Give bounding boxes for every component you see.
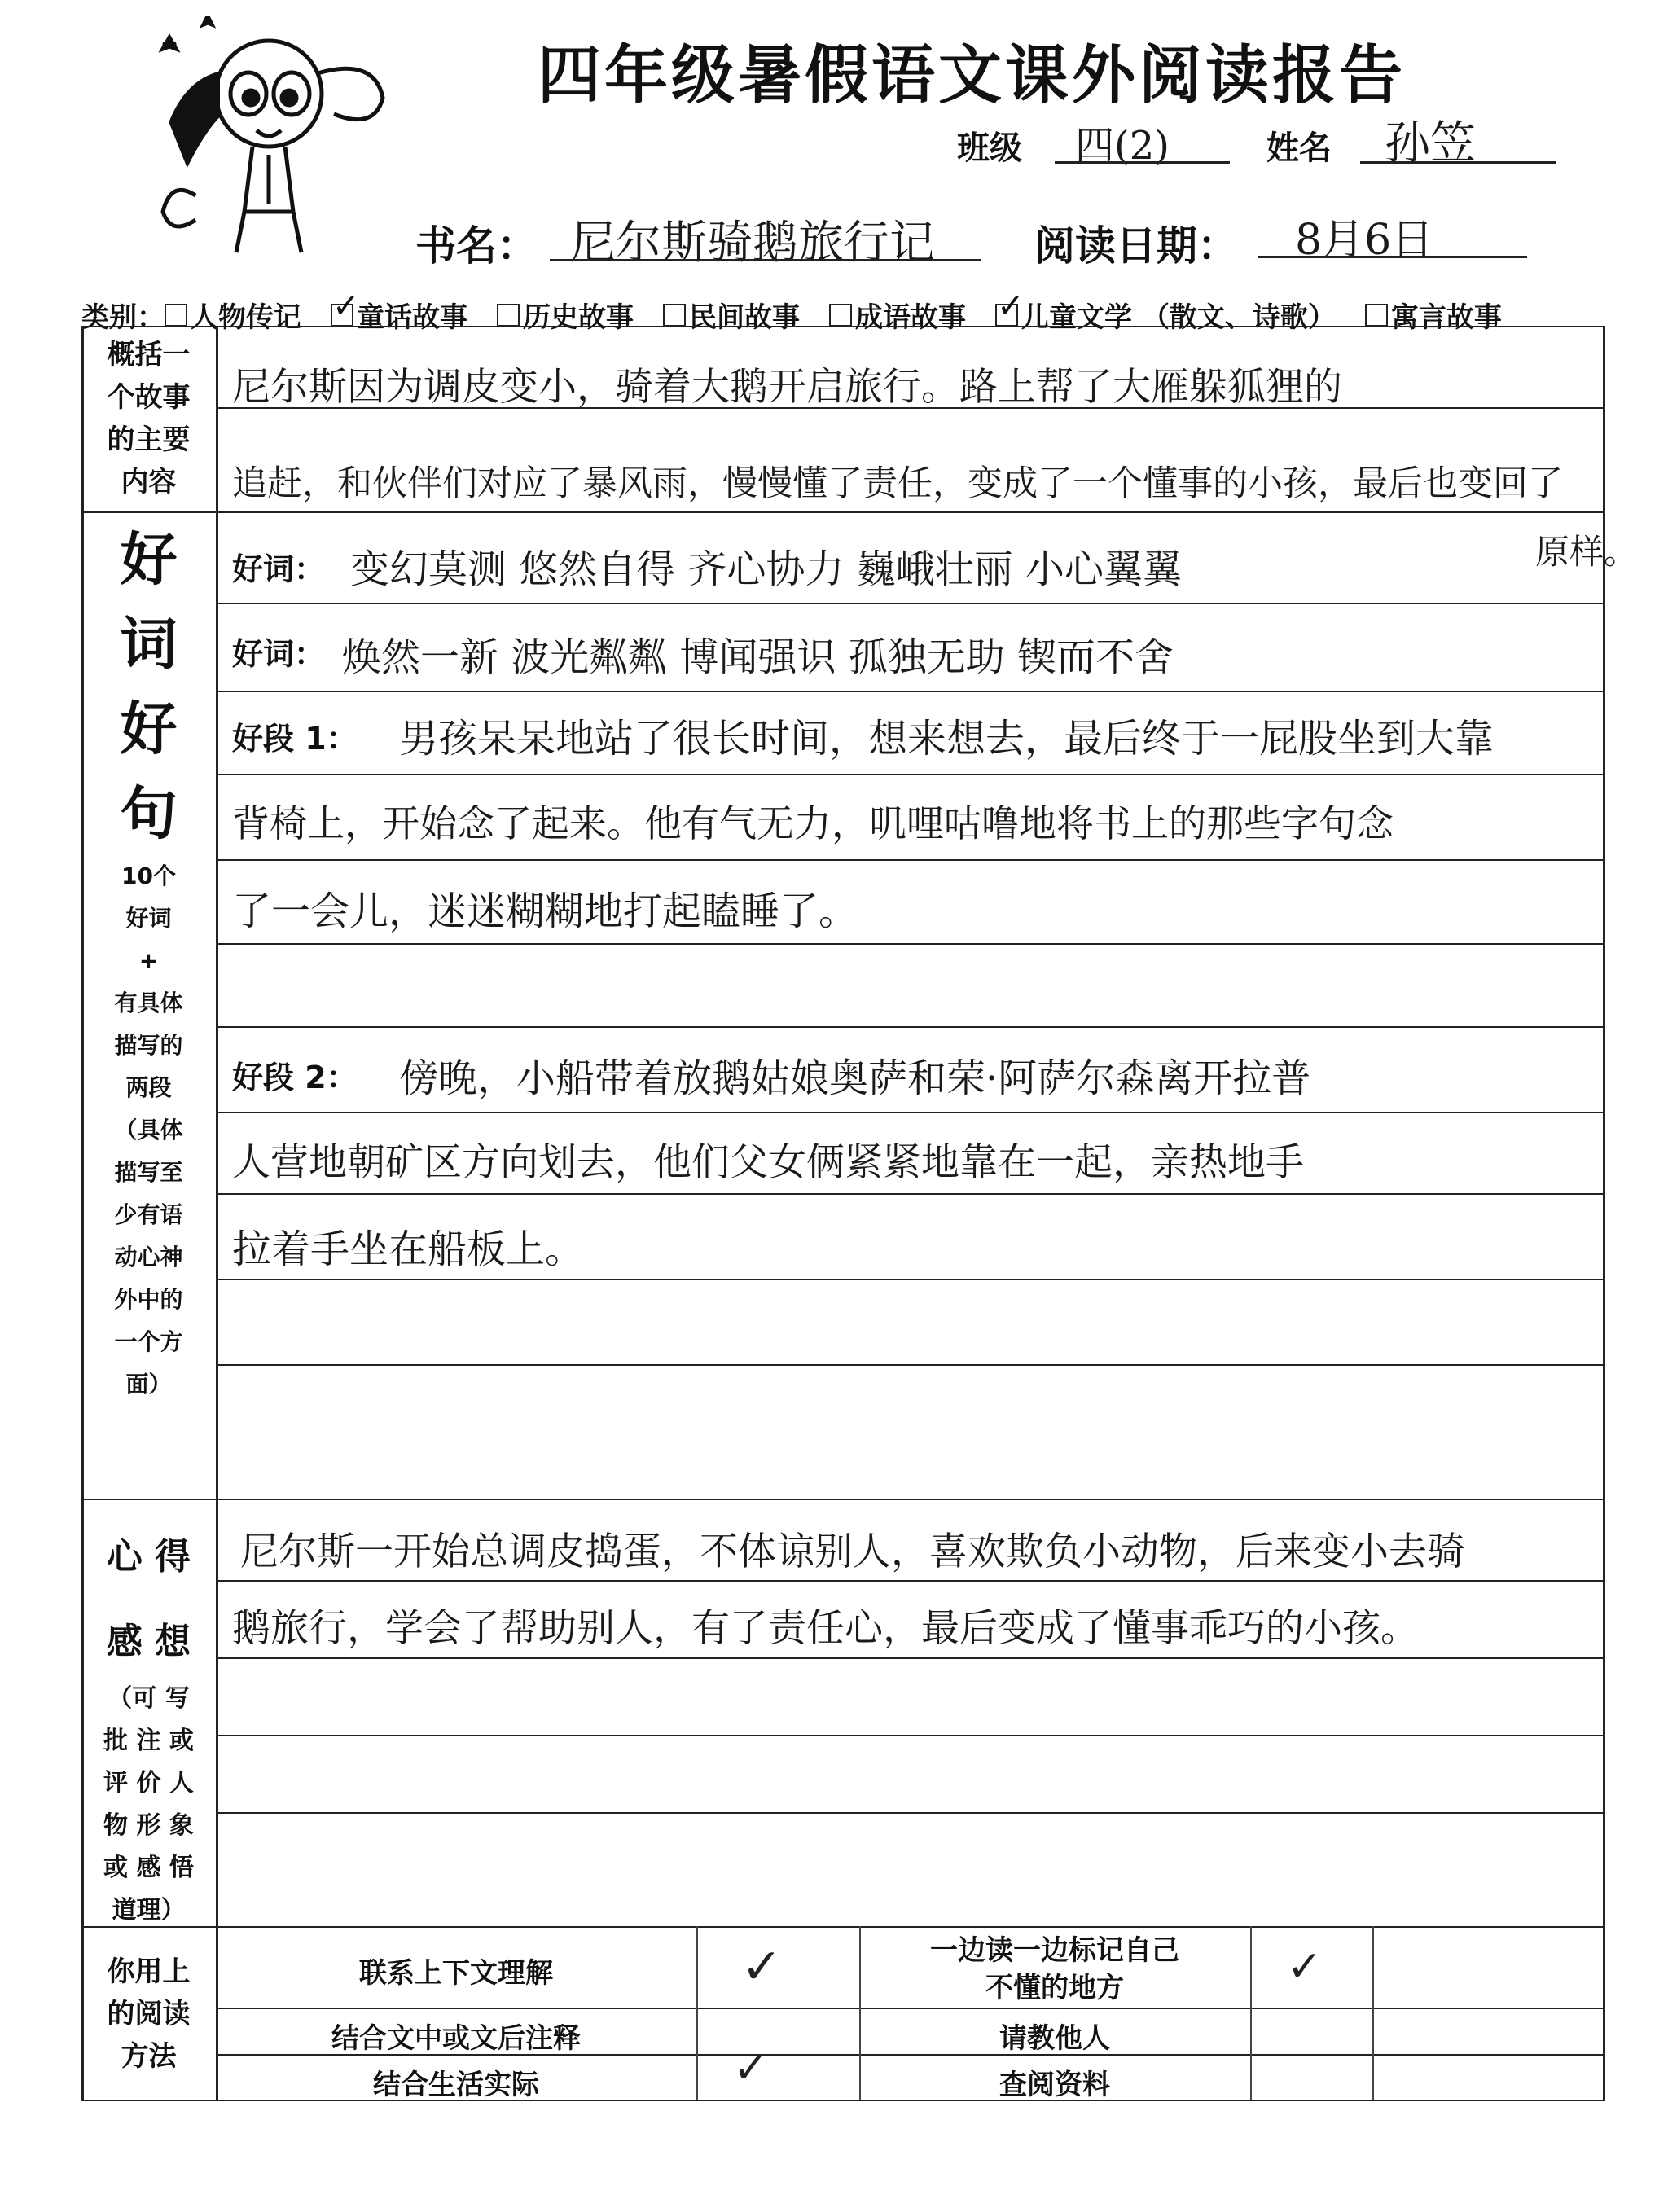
reflection-label: 心 得 感 想 — [106, 1536, 191, 1662]
page-title: 四年级暑假语文课外阅读报告 — [538, 39, 1407, 112]
name-value: 孙笠 — [1385, 117, 1476, 170]
category-option[interactable]: ✓ 儿童文学 （散文、诗歌） — [995, 295, 1336, 335]
good-paragraph-2-line: 人营地朝矿区方向划去，他们父女俩紧紧地靠在一起，亲热地手 — [232, 1140, 1304, 1185]
method-check-mark: ✓ — [733, 2044, 769, 2093]
good-words-2: 焕然一新 波光粼粼 博闻强识 孤独无助 锲而不舍 — [342, 634, 1174, 680]
mascot-illustration — [147, 16, 391, 269]
method-option: 一边读一边标记自己 不懂的地方 — [930, 1934, 1179, 2004]
summary-line: 尼尔斯因为调皮变小，骑着大鹅开启旅行。路上帮了大雁躲狐狸的 — [232, 365, 1342, 410]
category-option[interactable]: 寓言故事 — [1365, 295, 1502, 335]
category-option[interactable]: ✓ 童话故事 — [331, 295, 467, 335]
checkbox[interactable] — [497, 304, 520, 327]
good-paragraph-2-line: 拉着手坐在船板上。 — [232, 1227, 585, 1272]
good-words-1: 变幻莫测 悠然自得 齐心协力 巍峨壮丽 小心翼翼 — [350, 546, 1183, 592]
method-check-mark: ✓ — [741, 1938, 783, 1995]
good-paragraph-1-line: 背椅上，开始念了起来。他有气无力，叽哩咕噜地将书上的那些字句念 — [232, 801, 1394, 845]
class-label: 班级 — [957, 129, 1022, 167]
method-option: 请教他人 — [999, 2022, 1110, 2055]
checkbox[interactable] — [1365, 304, 1388, 327]
summary-label: 概括一 个故事 的主要 内容 — [107, 339, 191, 498]
good-words-instructions: 10个 好词 + 有具体 描写的 两段 （具体 描写至 少有语 动心神 外中的 一个方 面） — [114, 862, 183, 1398]
category-row — [81, 295, 1531, 335]
name-label: 姓名 — [1266, 129, 1332, 167]
good-words-prefix: 好词： — [232, 551, 326, 587]
checkbox[interactable] — [663, 304, 686, 327]
good-paragraph-prefix: 好段 1： — [232, 721, 358, 757]
reflection-instructions: （可 写 批 注 或 评 价 人 物 形 象 或 感 悟 道理） — [103, 1684, 194, 1925]
category-option[interactable]: 人物传记 — [165, 295, 301, 335]
good-paragraph-prefix: 好段 2： — [232, 1060, 358, 1095]
reflection-line: 鹅旅行，学会了帮助别人，有了责任心，最后变成了懂事乖巧的小孩。 — [232, 1606, 1419, 1651]
checkbox[interactable] — [829, 304, 852, 327]
book-label: 书名： — [415, 222, 538, 270]
category-option[interactable]: 成语故事 — [829, 295, 966, 335]
checkbox[interactable] — [331, 304, 353, 327]
good-paragraph-1-line: 男孩呆呆地站了很长时间，想来想去，最后终于一屁股坐到大靠 — [399, 716, 1495, 761]
checkbox[interactable] — [995, 304, 1018, 327]
summary-line: 原样。 — [1535, 532, 1639, 572]
method-option: 结合文中或文后注释 — [331, 2022, 581, 2055]
good-words-prefix: 好词： — [232, 636, 326, 672]
date-value: 8月6日 — [1295, 216, 1434, 265]
method-option: 联系上下文理解 — [359, 1957, 553, 1990]
category-option[interactable]: 民间故事 — [663, 295, 800, 335]
book-title-value: 尼尔斯骑鹅旅行记 — [570, 217, 935, 270]
category-prefix: 类别： — [81, 301, 165, 334]
good-paragraph-2-line: 傍晚，小船带着放鹅姑娘奥萨和荣·阿萨尔森离开拉普 — [399, 1056, 1311, 1101]
methods-label: 你用上 的阅读 方法 — [107, 1955, 191, 2073]
reflection-line: 尼尔斯一开始总调皮捣蛋，不体谅别人，喜欢欺负小动物，后来变小去骑 — [240, 1530, 1465, 1574]
summary-line: 追赶，和伙伴们对应了暴风雨，慢慢懂了责任，变成了一个懂事的小孩，最后也变回了 — [232, 463, 1563, 504]
method-option: 结合生活实际 — [373, 2069, 539, 2101]
good-paragraph-1-line: 了一会儿，迷迷糊糊地打起瞌睡了。 — [232, 889, 858, 934]
category-option[interactable]: 历史故事 — [497, 295, 634, 335]
date-label: 阅读日期： — [1034, 222, 1238, 270]
method-check-mark: ✓ — [1287, 1942, 1323, 1991]
class-value: 四(2) — [1075, 123, 1170, 169]
checkbox[interactable] — [165, 304, 187, 327]
good-words-label: 好 词 好 句 — [120, 526, 178, 847]
method-option: 查阅资料 — [999, 2069, 1110, 2101]
